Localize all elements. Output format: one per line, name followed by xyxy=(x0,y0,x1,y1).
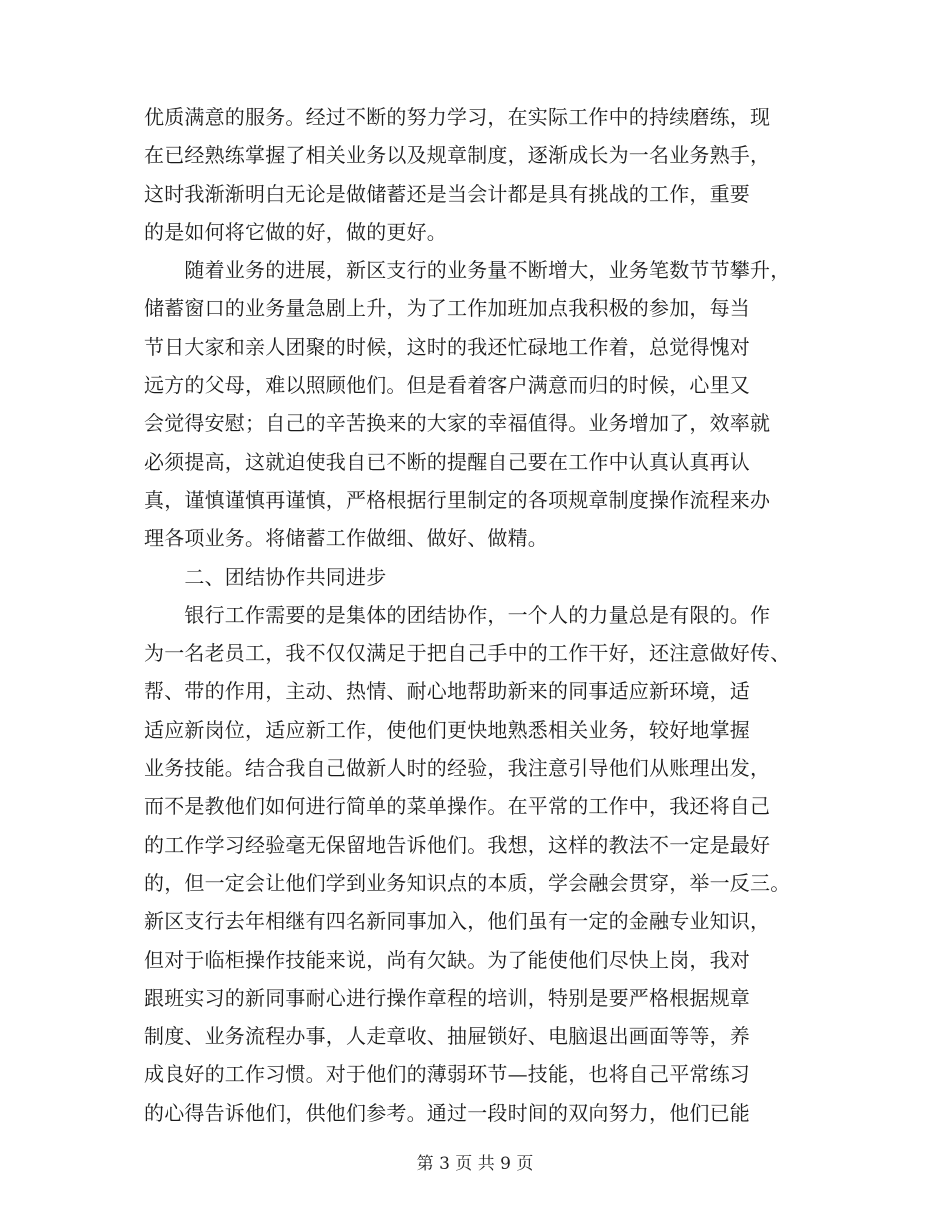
text-line: 但对于临柜操作技能来说，尚有欠缺。为了能使他们尽快上岗，我对 xyxy=(144,947,750,972)
text-line: 为一名老员工，我不仅仅满足于把自己手中的工作干好，还注意做好传、 xyxy=(144,641,791,666)
text-line: 业务技能。结合我自己做新人时的经验，我注意引导他们从账理出发， xyxy=(144,756,771,781)
text-line: 的，但一定会让他们学到业务知识点的本质，学会融会贯穿，举一反三。 xyxy=(144,870,791,895)
text-line: 优质满意的服务。经过不断的努力学习，在实际工作中的持续磨练，现 xyxy=(144,105,771,129)
text-line: 随着业务的进展，新区支行的业务量不断增大，业务笔数节节攀升， xyxy=(144,258,791,283)
text-line: 成良好的工作习惯。对于他们的薄弱环节—技能，也将自己平常练习 xyxy=(144,1062,750,1087)
text-line: 在已经熟练掌握了相关业务以及规章制度，逐渐成长为一名业务熟手， xyxy=(144,143,771,168)
text-line: 必须提高，这就迫使我自已不断的提醒自己要在工作中认真认真再认 xyxy=(144,449,750,474)
page-number-footer: 第 3 页 共 9 页 xyxy=(416,1154,534,1174)
text-line: 而不是教他们如何进行简单的菜单操作。在平常的工作中，我还将自己 xyxy=(144,794,771,819)
text-line: 帮、带的作用，主动、热情、耐心地帮助新来的同事适应新环境，适 xyxy=(144,679,750,704)
document-body xyxy=(144,98,806,1132)
text-line: 理各项业务。将储蓄工作做细、做好、做精。 xyxy=(144,526,548,551)
text-line: 新区支行去年相继有四名新同事加入，他们虽有一定的金融专业知识， xyxy=(144,909,771,934)
text-line: 这时我渐渐明白无论是做储蓄还是当会计都是具有挑战的工作，重要 xyxy=(144,181,750,206)
text-line: 远方的父母，难以照顾他们。但是看着客户满意而归的时候，心里又 xyxy=(144,373,750,398)
text-line: 真，谨慎谨慎再谨慎，严格根据行里制定的各项规章制度操作流程来办 xyxy=(144,487,771,512)
section-heading: 二、团结协作共同进步 xyxy=(144,564,387,589)
text-line: 适应新岗位，适应新工作，使他们更快地熟悉相关业务，较好地掌握 xyxy=(144,717,750,742)
text-line: 的心得告诉他们，供他们参考。通过一段时间的双向努力，他们已能 xyxy=(144,1100,750,1125)
text-line: 制度、业务流程办事，人走章收、抽屉锁好、电脑退出画面等等，养 xyxy=(144,1024,750,1049)
text-line: 会觉得安慰；自己的辛苦换来的大家的幸福值得。业务增加了，效率就 xyxy=(144,411,771,436)
text-line: 节日大家和亲人团聚的时候，这时的我还忙碌地工作着，总觉得愧对 xyxy=(144,334,750,359)
text-line: 的是如何将它做的好，做的更好。 xyxy=(144,219,447,244)
text-line: 跟班实习的新同事耐心进行操作章程的培训，特别是要严格根据规章 xyxy=(144,985,750,1010)
text-line: 银行工作需要的是集体的团结协作，一个人的力量总是有限的。作 xyxy=(144,602,771,627)
text-line: 储蓄窗口的业务量急剧上升，为了工作加班加点我积极的参加，每当 xyxy=(144,296,750,321)
text-line: 的工作学习经验毫无保留地告诉他们。我想，这样的教法不一定是最好 xyxy=(144,832,771,857)
